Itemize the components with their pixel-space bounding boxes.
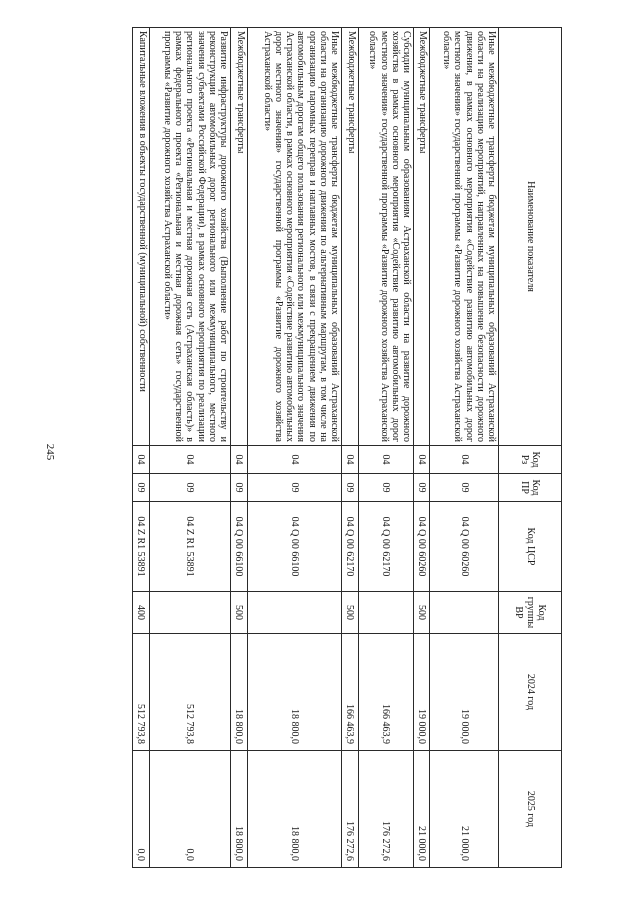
table-row — [358, 28, 414, 868]
row-rz: 04 — [133, 446, 150, 474]
row-2025: 18 800,0 — [231, 751, 247, 868]
row-csr: 04 Q 00 62170 — [342, 502, 358, 592]
row-name: Иные межбюджетные трансферты бюджетам муниципальных образований Астраханской области на реализацию мероприятий, направленных на повышение безопасности дорожного движения, в рамках основного мероприятия «Содействие развитию автомобильных дорог местного значения» государственной программы «Развитие дорожного хозяйства Астраханской области» — [430, 28, 499, 446]
row-vr: 400 — [133, 592, 150, 634]
row-rz: 04 — [247, 446, 342, 474]
table-row — [247, 28, 342, 868]
header-name: Наименование показателя — [499, 28, 562, 446]
table-row — [149, 28, 231, 868]
row-rz: 04 — [149, 446, 231, 474]
row-vr: 500 — [231, 592, 247, 634]
header-rz: Код Рз — [499, 446, 562, 474]
row-name: Капитальные вложения в объекты государственной (муниципальной) собственности — [133, 28, 150, 446]
header-vr: Код группы ВР — [499, 592, 562, 634]
row-rz: 04 — [231, 446, 247, 474]
row-csr: 04 Q 00 66100 — [247, 502, 342, 592]
budget-table-rotated — [132, 27, 562, 867]
row-2024: 166 463,9 — [342, 634, 358, 751]
row-2025: 0,0 — [133, 751, 150, 868]
row-vr — [247, 592, 342, 634]
row-name: Межбюджетные трансферты — [231, 28, 247, 446]
row-2025: 176 272,6 — [358, 751, 414, 868]
row-2025: 0,0 — [149, 751, 231, 868]
row-2024: 19 000,0 — [430, 634, 499, 751]
row-rz: 04 — [358, 446, 414, 474]
row-csr: 04 Q 00 62170 — [358, 502, 414, 592]
header-pr: Код ПР — [499, 474, 562, 502]
row-pr: 09 — [342, 474, 358, 502]
row-name: Иные межбюджетные трансферты бюджетам муниципальных образований Астраханской области на организацию дорожного движения по альтернативным маршрутам, в том числе на организацию паромных переправ и наплавных мостов, в связи с прекращением движения по автомобильным дорогам общего пользования регионального или межмуниципального значения Астраханской области, в рамках основного мероприятия «Содействие развитию автомобильных дорог местного значения» государственной программы «Развитие дорожного хозяйства Астраханской области» — [247, 28, 342, 446]
row-pr: 09 — [149, 474, 231, 502]
header-2024: 2024 год — [499, 634, 562, 751]
row-pr: 09 — [247, 474, 342, 502]
row-vr — [149, 592, 231, 634]
row-2024: 512 793,8 — [133, 634, 150, 751]
row-2024: 166 463,9 — [358, 634, 414, 751]
row-2024: 19 000,0 — [414, 634, 430, 751]
row-2024: 18 800,0 — [247, 634, 342, 751]
row-csr: 04 Z R1 53891 — [133, 502, 150, 592]
row-pr: 09 — [430, 474, 499, 502]
row-vr — [358, 592, 414, 634]
row-name: Субсидии муниципальным образованиям Астраханской области на развитие дорожного хозяйства в рамках основного мероприятия «Содействие развитию автомобильных дорог местного значения» государственной программы «Развитие дорожного хозяйства Астраханской области» — [358, 28, 414, 446]
row-csr: 04 Q 00 60260 — [414, 502, 430, 592]
header-csr: Код ЦСР — [499, 502, 562, 592]
row-vr — [430, 592, 499, 634]
row-pr: 09 — [414, 474, 430, 502]
table-row — [342, 28, 358, 868]
row-pr: 09 — [231, 474, 247, 502]
row-pr: 09 — [133, 474, 150, 502]
table-row — [231, 28, 247, 868]
row-2025: 21 000,0 — [430, 751, 499, 868]
row-2024: 18 800,0 — [231, 634, 247, 751]
table-row — [430, 28, 499, 868]
row-2025: 176 272,6 — [342, 751, 358, 868]
row-rz: 04 — [342, 446, 358, 474]
row-pr: 09 — [358, 474, 414, 502]
table-row — [133, 28, 150, 868]
row-csr: 04 Z R1 53891 — [149, 502, 231, 592]
row-csr: 04 Q 00 66100 — [231, 502, 247, 592]
row-csr: 04 Q 00 60260 — [430, 502, 499, 592]
row-vr: 500 — [414, 592, 430, 634]
row-2024: 512 793,8 — [149, 634, 231, 751]
row-rz: 04 — [414, 446, 430, 474]
row-2025: 18 800,0 — [247, 751, 342, 868]
row-2025: 21 000,0 — [414, 751, 430, 868]
page-number: 245 — [44, 443, 56, 461]
row-rz: 04 — [430, 446, 499, 474]
table-row — [414, 28, 430, 868]
table-header-row — [499, 28, 562, 868]
row-vr: 500 — [342, 592, 358, 634]
budget-table — [132, 27, 562, 868]
row-name: Межбюджетные трансферты — [414, 28, 430, 446]
row-name: Развитие инфраструктуры дорожного хозяйства (Выполнение работ по строительству и реконструкции автомобильных дорог регионального или межмуниципального, местного значения субъектами Российской Федерации), в рамках основного мероприятия по реализации регионального проекта «Региональная и местная дорожная сеть (Астраханская область)» в рамках федерального проекта «Региональная и местная дорожная сеть» государственной программы «Развитие дорожного хозяйства Астраханской области» — [149, 28, 231, 446]
header-2025: 2025 год — [499, 751, 562, 868]
row-name: Межбюджетные трансферты — [342, 28, 358, 446]
